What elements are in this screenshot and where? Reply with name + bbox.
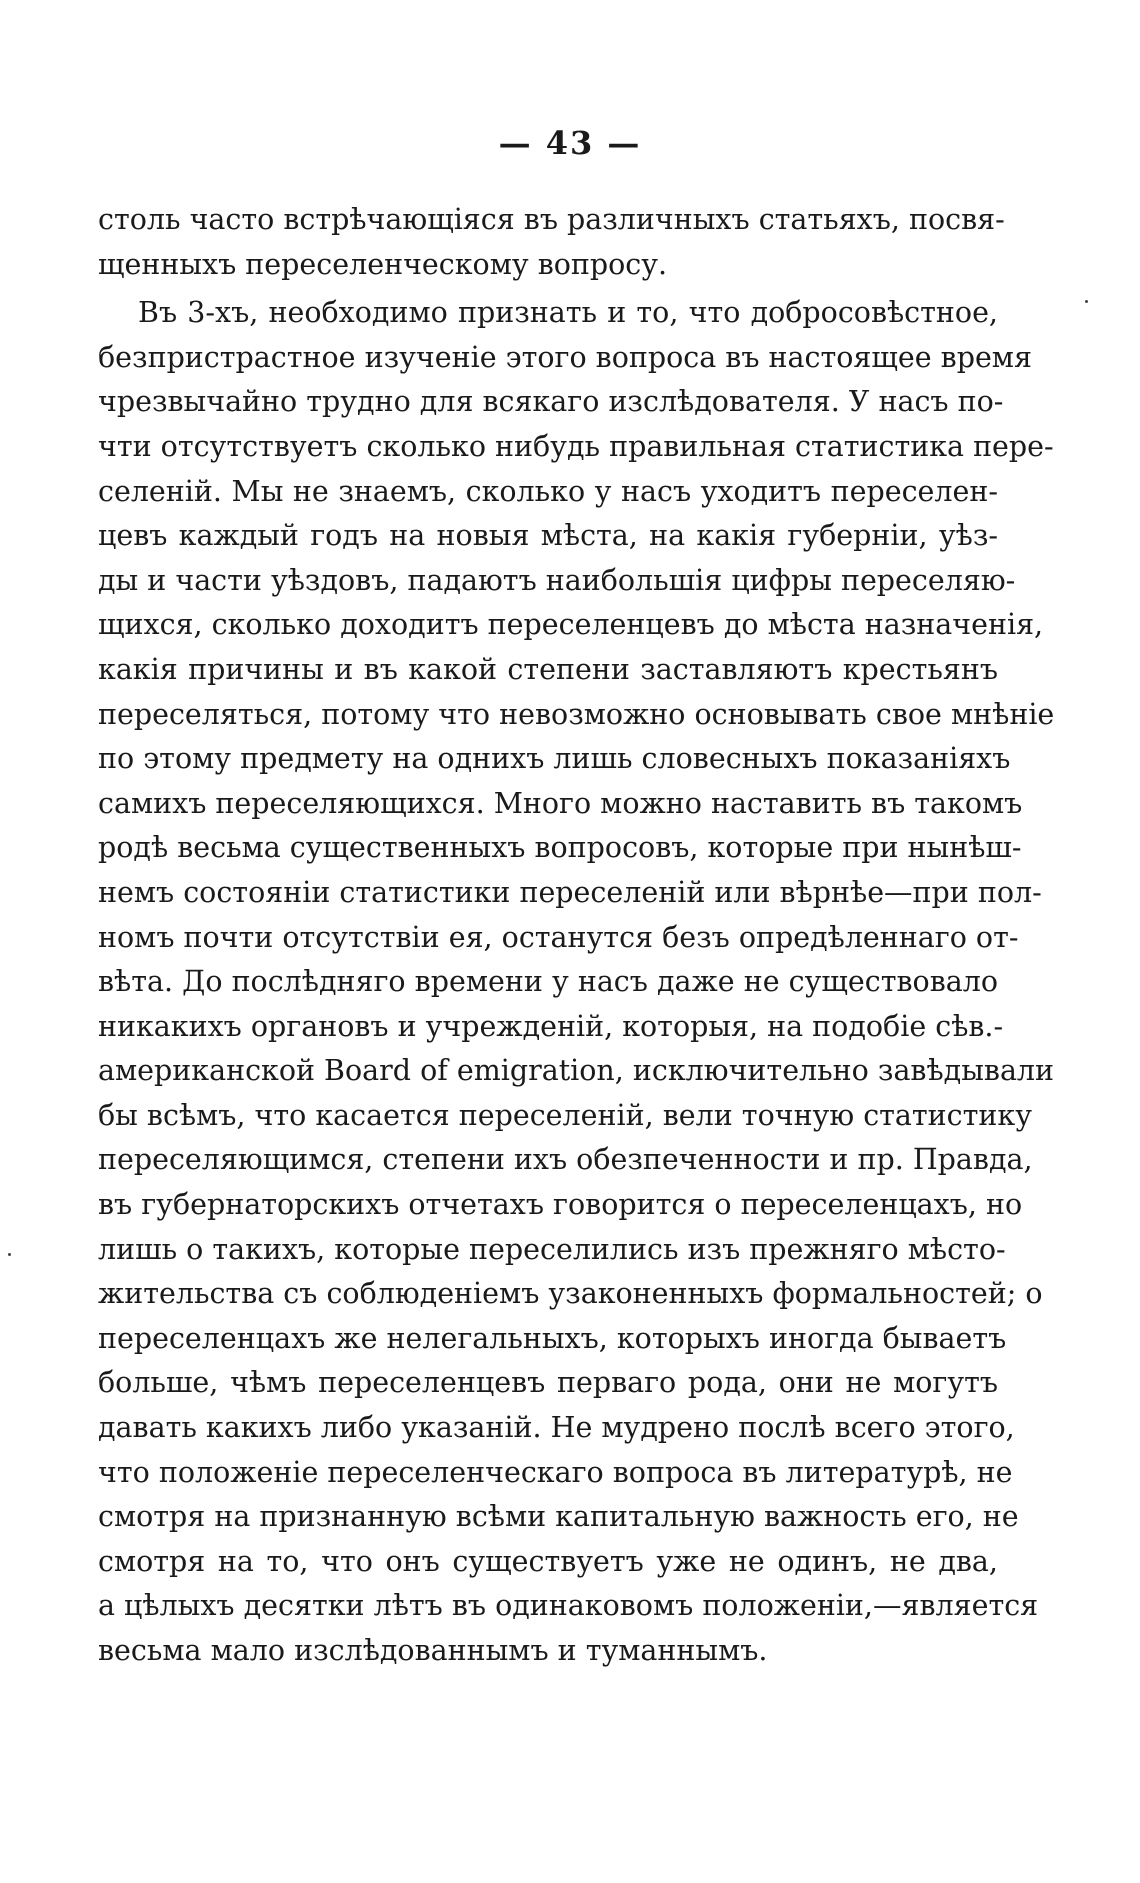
text-line: щенныхъ переселенческому вопросу.: [98, 247, 668, 281]
paragraph-start-line: Въ 3-хъ, необходимо признать и то, что добросовѣстное,: [138, 296, 998, 330]
text-line: въ губернаторскихъ отчетахъ говорится о переселенцахъ, но: [98, 1188, 1023, 1222]
text-line: больше, чѣмъ переселенцевъ перваго рода, они не могутъ: [98, 1366, 998, 1400]
text-line: смотря на то, что онъ существуетъ уже не одинъ, не два,: [98, 1544, 998, 1578]
text-line: переселяющимся, степени ихъ обезпеченности и пр. Правда,: [98, 1143, 1033, 1177]
text-line: безпристрастное изученіе этого вопроса въ настоящее время: [98, 340, 1032, 374]
text-line: лишь о такихъ, которые переселились изъ прежняго мѣсто-: [98, 1232, 1006, 1266]
text-line: самихъ переселяющихся. Много можно наставить въ такомъ: [98, 786, 1023, 820]
text-line: номъ почти отсутствіи ея, останутся безъ опредѣленнаго от-: [98, 920, 1019, 954]
text-line: никакихъ органовъ и учрежденій, которыя, на подобіе сѣв.-: [98, 1009, 1004, 1043]
text-line: селеній. Мы не знаемъ, сколько у насъ уходитъ переселен-: [98, 474, 998, 508]
text-line: ды и части уѣздовъ, падаютъ наибольшія цифры переселяю-: [98, 563, 1016, 597]
text-line: немъ состояніи статистики переселеній или вѣрнѣе—при пол-: [98, 875, 1042, 909]
text-line: давать какихъ либо указаній. Не мудрено послѣ всего этого,: [98, 1411, 1015, 1445]
text-line: бы всѣмъ, что касается переселеній, вели точную статистику: [98, 1098, 1032, 1132]
text-line: чрезвычайно трудно для всякаго изслѣдователя. У насъ по-: [98, 385, 1004, 419]
text-line: а цѣлыхъ десятки лѣтъ въ одинаковомъ положеніи,—является: [98, 1589, 1039, 1623]
body-text: [98, 198, 1055, 1674]
scan-speck: [1085, 300, 1088, 303]
text-line: цевъ каждый годъ на новыя мѣста, на какія губерніи, уѣз-: [98, 519, 998, 553]
text-line: родѣ весьма существенныхъ вопросовъ, которые при нынѣш-: [98, 831, 1022, 865]
text-line: щихся, сколько доходитъ переселенцевъ до мѣста назначенія,: [98, 608, 1044, 642]
text-line: переселяться, потому что невозможно основывать свое мнѣніе: [98, 697, 1055, 731]
page-number: — 43 —: [498, 124, 642, 162]
scan-speck: [8, 1253, 11, 1256]
text-line: американской Board of emigration, исключительно завѣдывали: [98, 1054, 1055, 1088]
text-line: столь часто встрѣчающіяся въ различныхъ статьяхъ, посвя-: [98, 203, 1005, 236]
text-line: по этому предмету на однихъ лишь словесныхъ показаніяхъ: [98, 742, 1011, 776]
text-line: весьма мало изслѣдованнымъ и туманнымъ.: [98, 1634, 768, 1667]
text-line: вѣта. До послѣдняго времени у насъ даже не существовало: [98, 965, 998, 999]
text-line: жительства съ соблюденіемъ узаконенныхъ формальностей; о: [98, 1277, 1043, 1311]
text-line: переселенцахъ же нелегальныхъ, которыхъ иногда бываетъ: [98, 1321, 1007, 1355]
text-line: что положеніе переселенческаго вопроса въ литературѣ, не: [98, 1455, 1013, 1489]
text-line: какія причины и въ какой степени заставляютъ крестьянъ: [98, 652, 998, 686]
text-line: чти отсутствуетъ сколько нибудь правильная статистика пере-: [98, 429, 1054, 463]
text-line: смотря на признанную всѣми капитальную важность его, не: [98, 1500, 1019, 1534]
